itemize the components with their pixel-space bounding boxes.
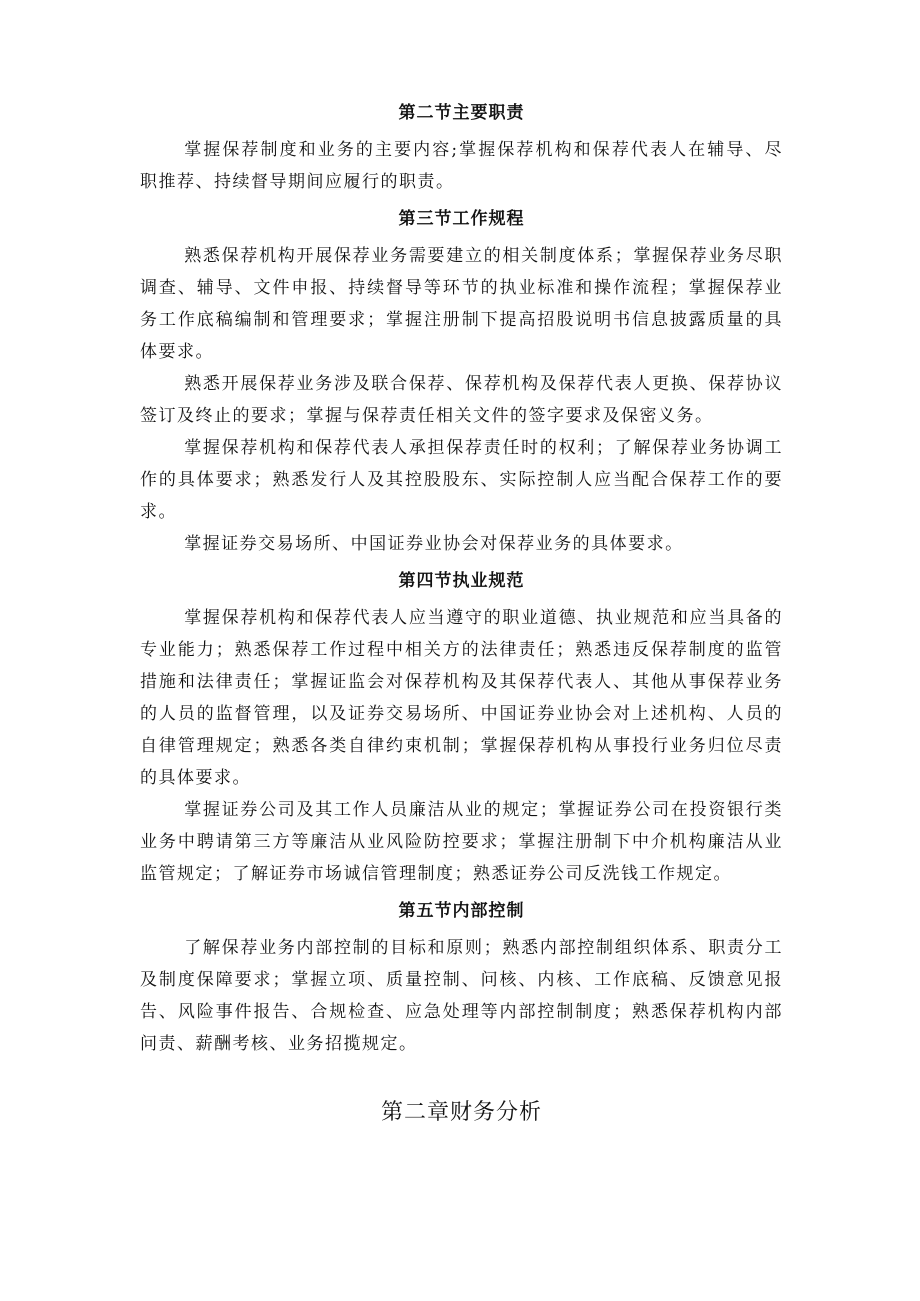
paragraph: 掌握保荐机构和保荐代表人承担保荐责任时的权利；了解保荐业务协调工作的具体要求；熟悉发行人及其控股股东、实际控制人应当配合保荐工作的要求。 bbox=[140, 438, 783, 522]
paragraph: 掌握证券交易场所、中国证券业协会对保荐业务的具体要求。 bbox=[184, 534, 684, 554]
section-title: 第三节工作规程 bbox=[398, 209, 525, 229]
section-2 bbox=[140, 100, 783, 198]
section-title: 第五节内部控制 bbox=[398, 901, 525, 921]
section-4 bbox=[140, 568, 783, 890]
section-title: 第四节执业规范 bbox=[398, 571, 525, 591]
section-5 bbox=[140, 898, 783, 1060]
paragraph: 掌握证券公司及其工作人员廉洁从业的规定；掌握证券公司在投资银行类业务中聘请第三方等廉洁从业风险防控要求；掌握注册制下中介机构廉洁从业监管规定；了解证券市场诚信管理制度；熟悉证券公司反洗钱工作规定。 bbox=[140, 800, 783, 884]
section-title: 第二节主要职责 bbox=[398, 103, 525, 123]
paragraph: 掌握保荐机构和保荐代表人应当遵守的职业道德、执业规范和应当具备的专业能力；熟悉保荐工作过程中相关方的法律责任；熟悉违反保荐制度的监管措施和法律责任；掌握证监会对保荐机构及其保荐代表人、其他从事保荐业务的人员的监督管理，以及证券交易场所、中国证券业协会对上述机构、人员的自律管理规定；熟悉各类自律约束机制；掌握保荐机构从事投行业务归位尽责的具体要求。 bbox=[140, 608, 783, 788]
paragraph: 了解保荐业务内部控制的目标和原则；熟悉内部控制组织体系、职责分工及制度保障要求；掌握立项、质量控制、问核、内核、工作底稿、反馈意见报告、风险事件报告、合规检查、应急处理等内部控制制度；熟悉保荐机构内部问责、薪酬考核、业务招揽规定。 bbox=[140, 938, 783, 1054]
paragraph: 熟悉保荐机构开展保荐业务需要建立的相关制度体系；掌握保荐业务尽职调查、辅导、文件申报、持续督导等环节的执业标准和操作流程；掌握保荐业务工作底稿编制和管理要求；掌握注册制下提高招股说明书信息披露质量的具体要求。 bbox=[140, 246, 783, 362]
chapter-title: 第二章财务分析 bbox=[380, 1100, 542, 1125]
paragraph: 熟悉开展保荐业务涉及联合保荐、保荐机构及保荐代表人更换、保荐协议签订及终止的要求；掌握与保荐责任相关文件的签字要求及保密义务。 bbox=[140, 374, 783, 426]
paragraph: 掌握保荐制度和业务的主要内容;掌握保荐机构和保荐代表人在辅导、尽职推荐、持续督导期间应履行的职责。 bbox=[140, 140, 783, 192]
section-3 bbox=[140, 206, 783, 560]
document-content bbox=[140, 92, 783, 1130]
